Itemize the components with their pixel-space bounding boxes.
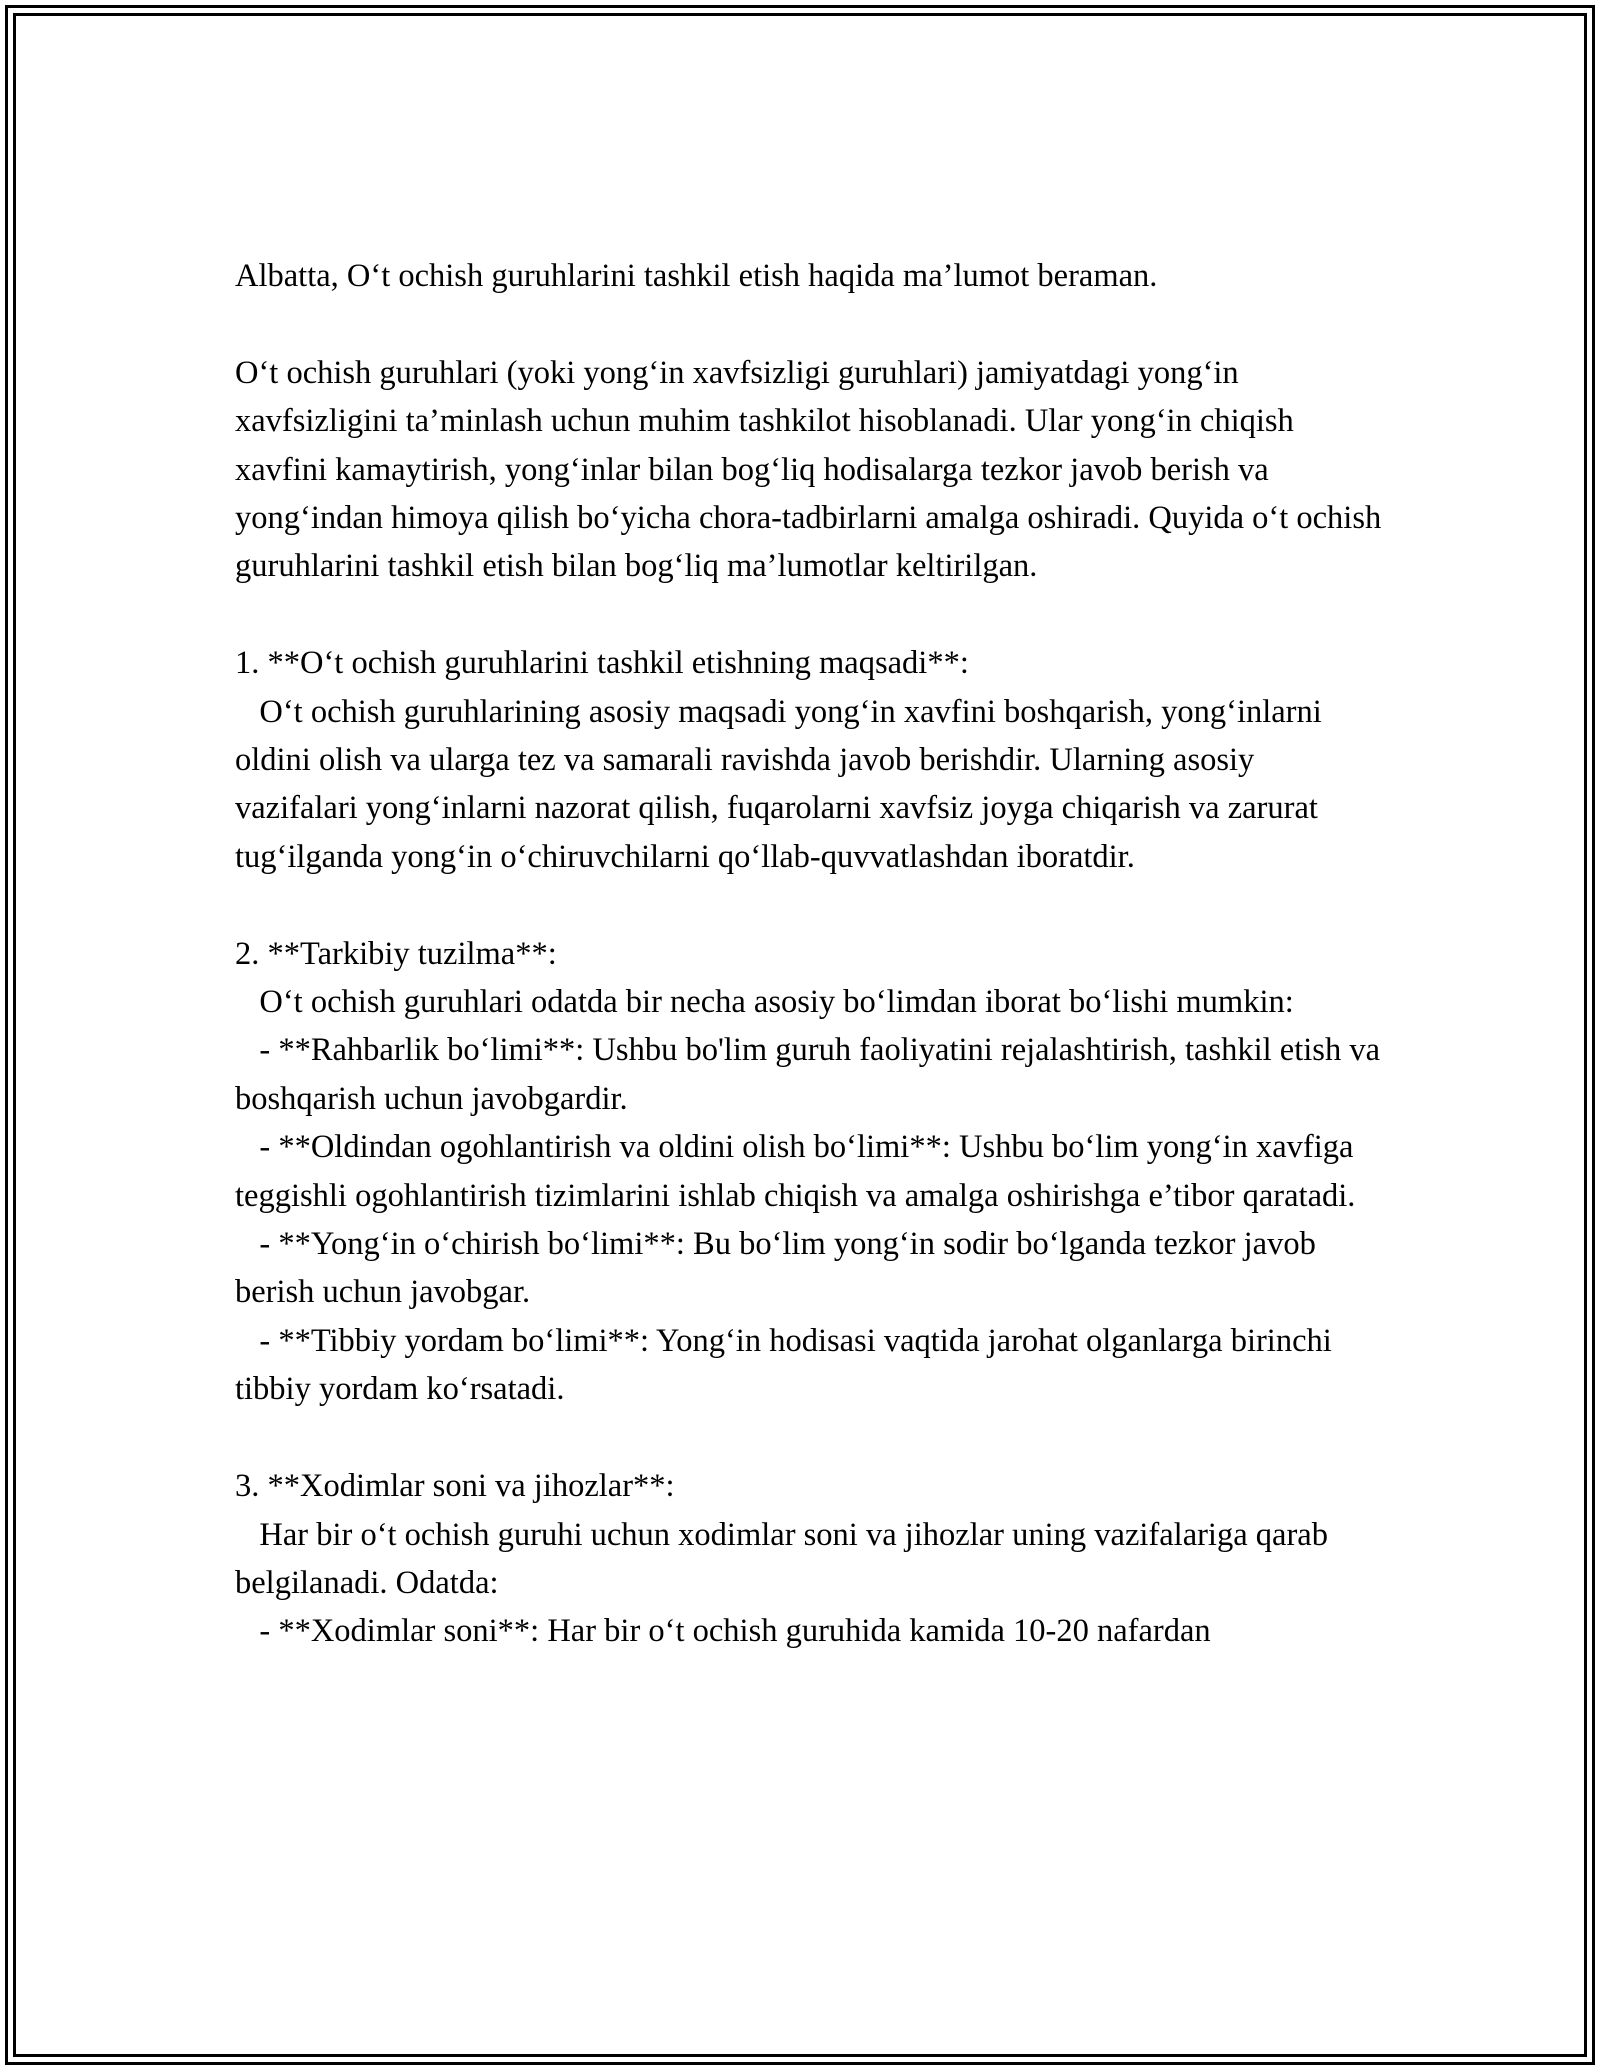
list-item: - **Yong‘in o‘chirish bo‘limi**: Bu bo‘lim yong‘in sodir bo‘lganda tezkor javob berish uchun javobgar. [235,1226,1324,1311]
section-heading: 3. **Xodimlar soni va jihozlar**: [235,1468,675,1505]
list-item: - **Xodimlar soni**: Har bir o‘t ochish guruhida kamida 10-20 nafardan [259,1613,1211,1650]
list-item: - **Oldindan ogohlantirish va oldini olish bo‘limi**: Ushbu bo‘lim yong‘in xavfiga teggishli ogohlantirish tizimlarini ishlab chiqish va amalga oshirishga e’tibor qaratadi. [235,1129,1362,1214]
paragraph-gap [235,881,1385,929]
list-item: - **Tibbiy yordam bo‘limi**: Yong‘in hodisasi vaqtida jarohat olganlarga birinchi tibbiy yordam ko‘rsatadi. [235,1322,1340,1408]
section-body: O‘t ochish guruhlarining asosiy maqsadi yong‘in xavfini boshqarish, yong‘inlarni oldini olish va ularga tez va samarali ravishda javob berishdir. Ularning asosiy vazifalari yong‘inlarni nazorat qilish, fuqarolarni xavfsiz joyga chiqarish va zarurat tug‘ilganda yong‘in o‘chiruvchilarni qo‘llab-quvvatlashdan iboratdir. [235,693,1330,875]
document-body [235,252,1390,1656]
overview-paragraph: O‘t ochish guruhlari (yoki yong‘in xavfsizligi guruhlari) jamiyatdagi yong‘in xavfsizligini ta’minlash uchun muhim tashkilot hisoblanadi. Ular yong‘in chiqish xavfini kamaytirish, yong‘inlar bilan bog‘liq hodisalarga tezkor javob berish va yong‘indan himoya qilish bo‘yicha chora-tadbirlarni amalga oshiradi. Quyida o‘t ochish guruhlarini tashkil etish bilan bog‘liq ma’lumotlar keltirilgan. [235,354,1390,585]
intro-paragraph: Albatta, O‘t ochish guruhlarini tashkil etish haqida ma’lumot beraman. [235,258,1158,294]
paragraph-gap [235,300,1385,348]
section-1 [235,639,1385,881]
section-2 [235,930,1389,1414]
paragraph-gap [235,591,1385,639]
section-3 [235,1462,1385,1656]
paragraph-gap [235,1414,1385,1462]
section-body: Har bir o‘t ochish guruhi uchun xodimlar soni va jihozlar uning vazifalariga qarab belgilanadi. Odatda: [235,1516,1337,1601]
list-item: - **Rahbarlik bo‘limi**: Ushbu bo'lim guruh faoliyatini rejalashtirish, tashkil etish va boshqarish uchun javobgardir. [235,1032,1389,1117]
section-heading: 2. **Tarkibiy tuzilma**: [235,935,557,972]
section-body: O‘t ochish guruhlari odatda bir necha asosiy bo‘limdan iborat bo‘lishi mumkin: [259,984,1294,1021]
section-heading: 1. **O‘t ochish guruhlarini tashkil etishning maqsadi**: [235,645,969,682]
